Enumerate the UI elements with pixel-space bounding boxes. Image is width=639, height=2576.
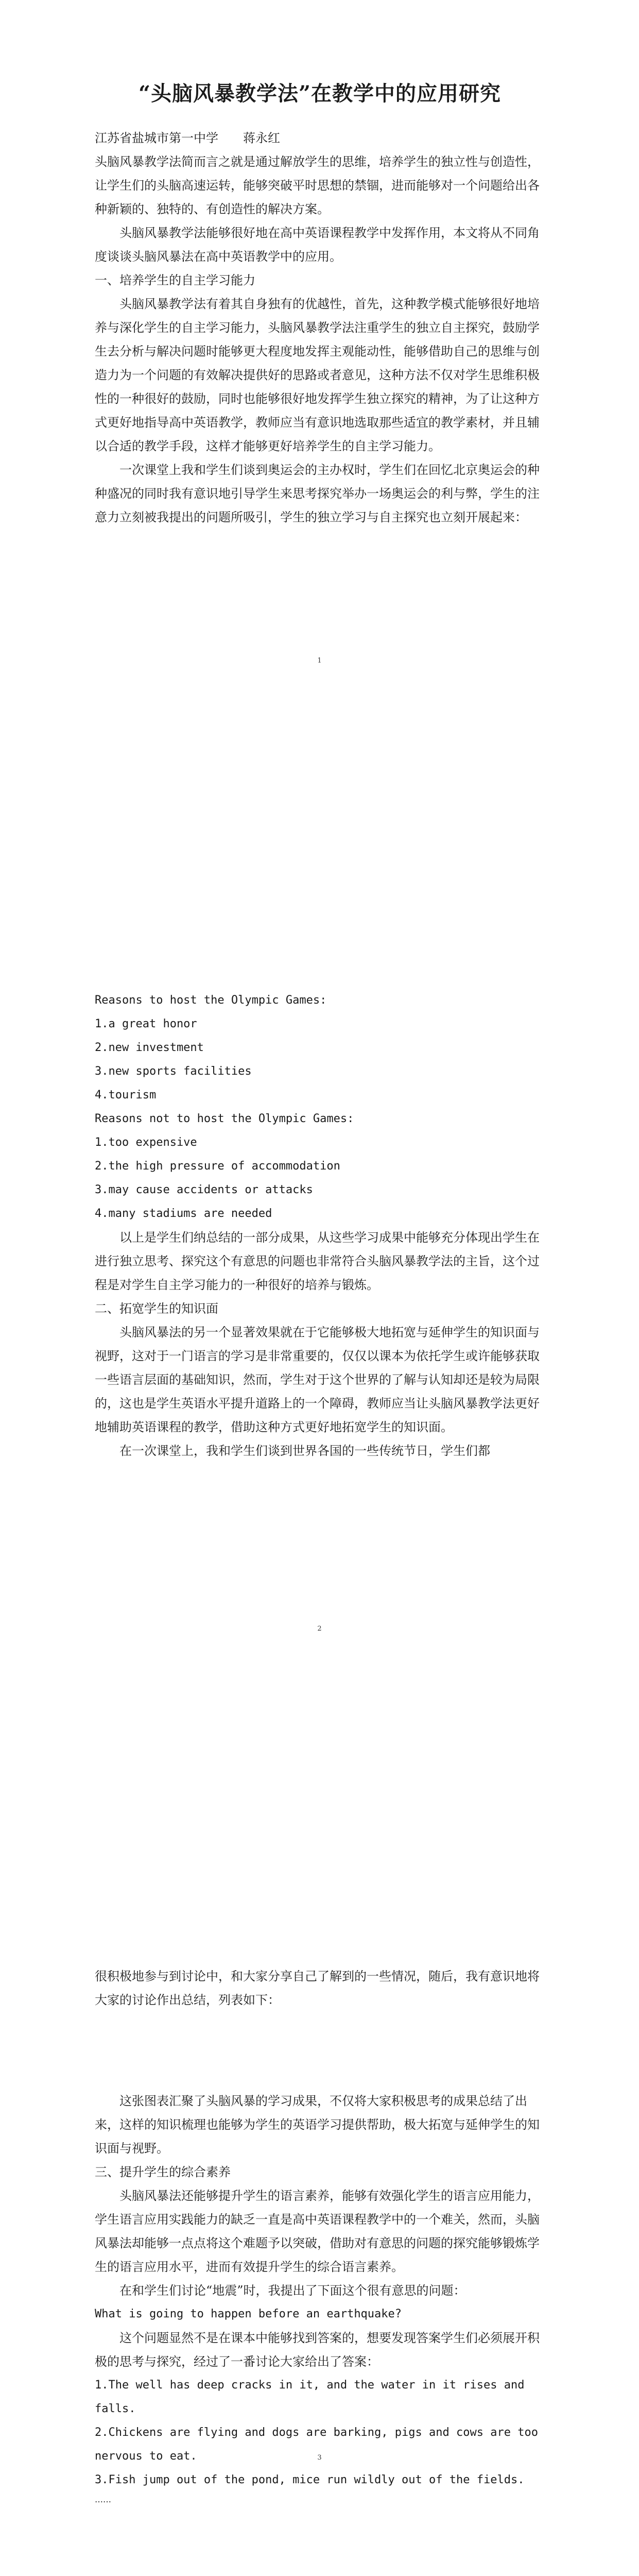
continued-paragraph: 很积极地参与到讨论中，和大家分享自己了解到的一些情况，随后，我有意识地将大家的讨论作出总结，列表如下：	[95, 1969, 540, 2007]
page-1-body	[95, 126, 545, 529]
section-3-paragraph-2: 在和学生们讨论“地震”时，我提出了下面这个很有意思的问题：	[119, 2283, 466, 2298]
page-number: 1	[317, 657, 322, 665]
answer-item: 3.Fish jump out of the pond, mice run wildly out of the fields.	[95, 2473, 525, 2486]
reasons-against-heading: Reasons not to host the Olympic Games:	[95, 1112, 354, 1125]
reason-against-item: 1.too expensive	[95, 1136, 197, 1149]
reason-against-item: 2.the high pressure of accommodation	[95, 1160, 340, 1173]
section-2-paragraph-1: 头脑风暴法的另一个显著效果就在于它能够极大地拓宽与延伸学生的知识面与视野，这对于一门语言的学习是非常重要的，仅仅以课本为依托学生或许能够获取一些语言层面的基础知识，然而，学生对于这个世界的了解与认知却还是较为局限的，这也是学生英语水平提升道路上的一个障碍，教师应当让头脑风暴教学法更好地辅助英语课程的教学，借助这种方式更好地拓宽学生的知识面。	[95, 1325, 540, 1434]
reason-against-item: 3.may cause accidents or attacks	[95, 1183, 313, 1196]
page-2-body	[95, 989, 545, 1463]
intro-paragraph-2: 头脑风暴教学法能够很好地在高中英语课程教学中发挥作用，本文将从不同角度谈谈头脑风暴法在高中英语教学中的应用。	[95, 226, 540, 264]
document-title: “头脑风暴教学法”在教学中的应用研究	[138, 81, 501, 106]
reason-for-item: 2.new investment	[95, 1041, 204, 1054]
reason-for-item: 3.new sports facilities	[95, 1065, 252, 1078]
section-heading-2: 二、拓宽学生的知识面	[95, 1301, 218, 1316]
section-1-paragraph-1: 头脑风暴教学法有着其自身独有的优越性，首先，这种教学模式能够很好地培养与深化学生的自主学习能力，头脑风暴教学法注重学生的独立自主探究，鼓励学生去分析与解决问题时能够更大程度地发挥主观能动性，能够借助自己的思维与创造力为一个问题的有效解决提供好的思路或者意见，这种方法不仅对学生思维积极性的一种很好的鼓励，同时也能够很好地发挥学生独立探究的精神，为了让这种方式更好地指导高中英语教学，教师应当有意识地选取那些适宜的教学素材，并且辅以合适的教学手段，这样才能够更好培养学生的自主学习能力。	[95, 297, 540, 453]
page-3-body	[95, 1964, 545, 2507]
earthquake-question: What is going to happen before an earthquake?	[95, 2308, 402, 2320]
reason-against-item: 4.many stadiums are needed	[95, 1207, 272, 1220]
section-heading-3: 三、提升学生的综合素养	[95, 2165, 231, 2179]
page-number: 3	[317, 2454, 322, 2462]
summary-paragraph: 以上是学生们纳总结的一部分成果，从这些学习成果中能够充分体现出学生在进行独立思考、探究这个有意思的问题也非常符合头脑风暴教学法的主旨，这个过程是对学生自主学习能力的一种很好的培养与锻炼。	[95, 1230, 540, 1292]
section-1-paragraph-2: 一次课堂上我和学生们谈到奥运会的主办权时，学生们在回忆北京奥运会的种种盛况的同时我有意识地引导学生来思考探究举办一场奥运会的利与弊，学生的注意力立刻被我提出的问题所吸引，学生的独立学习与自主探究也立刻开展起来：	[95, 463, 540, 524]
page-number: 2	[317, 1625, 322, 1633]
reasons-for-heading: Reasons to host the Olympic Games:	[95, 994, 327, 1007]
section-3-paragraph-1: 头脑风暴法还能够提升学生的语言素养，能够有效强化学生的语言应用能力，学生语言应用实践能力的缺乏一直是高中英语课程教学中的一个难关，然而，头脑风暴法却能够一点点将这个难题予以突破，借助对有意思的问题的探究能够锻炼学生的语言应用水平，进而有效提升学生的综合语言素养。	[95, 2189, 540, 2274]
answer-item: 1.The well has deep cracks in it, and the water in it rises and falls.	[95, 2379, 525, 2415]
intro-paragraph-1: 头脑风暴教学法简而言之就是通过解放学生的思维，培养学生的独立性与创造性，让学生们的头脑高速运转，能够突破平时思想的禁锢，进而能够对一个问题给出各种新颖的、独特的、有创造性的解决方案。	[95, 155, 540, 216]
answer-item: 2.Chickens are flying and dogs are barking, pigs and cows are too nervous to eat.	[95, 2426, 538, 2463]
table-placeholder-gap	[95, 2012, 545, 2089]
ellipsis: ……	[95, 2495, 111, 2504]
document-page-1	[0, 0, 639, 904]
author-line: 江苏省盐城市第一中学 蒋永红	[95, 131, 280, 145]
section-3-paragraph-3: 这个问题显然不是在课本中能够找到答案的，想要发现答案学生们必须展开积极的思考与探究，经过了一番讨论大家给出了答案：	[95, 2331, 540, 2369]
reason-for-item: 1.a great honor	[95, 1018, 197, 1030]
section-2-paragraph-2: 在一次课堂上，我和学生们谈到世界各国的一些传统节日，学生们都	[119, 1444, 490, 1458]
reason-for-item: 4.tourism	[95, 1089, 157, 1101]
document-page-2	[0, 904, 639, 1807]
section-2-paragraph-3: 这张图表汇聚了头脑风暴的学习成果，不仅将大家积极思考的成果总结了出来，这样的知识梳理也能够为学生的英语学习提供帮助，极大拓宽与延伸学生的知识面与视野。	[95, 2094, 540, 2156]
section-heading-1: 一、培养学生的自主学习能力	[95, 273, 255, 287]
document-page-3	[0, 1807, 639, 2576]
